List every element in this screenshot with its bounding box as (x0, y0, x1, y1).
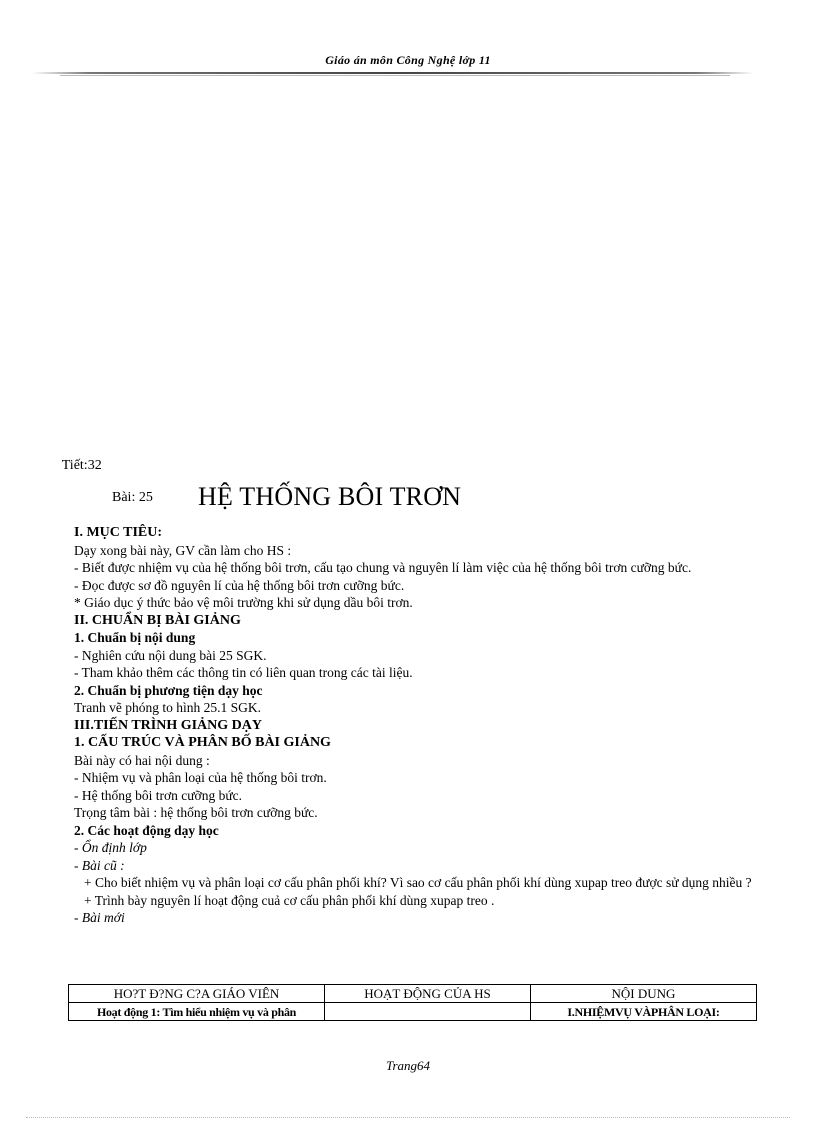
footer-divider (26, 1117, 790, 1118)
table-header-cell: NỘI DUNG (531, 985, 757, 1003)
table-cell (325, 1003, 531, 1021)
list-item: - Nhiệm vụ và phân loại của hệ thống bôi trơn. (74, 770, 327, 785)
table-header-cell: HOẠT ĐỘNG CỦA HS (325, 985, 531, 1003)
list-item: - Tham khảo thêm các thông tin có liên quan trong các tài liệu. (74, 665, 413, 680)
list-item: - Bài mới (74, 910, 125, 925)
paragraph: Bài này có hai nội dung : (74, 752, 210, 768)
section-objectives-heading: I. MỤC TIÊU: (74, 525, 163, 540)
list-item: - Bài cũ : (74, 857, 125, 873)
objective-item: * Giáo dục ý thức bảo vệ môi trường khi sử dụng dầu bôi trơn. (74, 595, 413, 610)
table-cell: Hoạt động 1: Tìm hiểu nhiệm vụ và phân (69, 1003, 325, 1021)
table-row (69, 1003, 757, 1021)
section-preparation-heading: II. CHUẨN BỊ BÀI GIẢNG (74, 612, 241, 628)
lesson-period: Tiết:32 (61, 458, 102, 473)
lesson-meta (48, 442, 153, 506)
review-question: + Trình bày nguyên lí hoạt động cuả cơ cấu phân phối khí dùng xupap treo . (84, 892, 495, 908)
subsection-heading: 2. Chuẩn bị phương tiện dạy học (74, 682, 263, 698)
list-item: - Nghiên cứu nội dung bài 25 SGK. (74, 647, 267, 663)
subsection-heading: 1. CẤU TRÚC VÀ PHÂN BỐ BÀI GIẢNG (74, 735, 331, 750)
lesson-title-line (48, 458, 788, 512)
list-item: - Ổn định lớp (74, 840, 147, 855)
table-header-cell: HO?T Đ?NG C?A GIÁO VIÊN (69, 985, 325, 1003)
lesson-title: HỆ THỐNG BÔI TRƠN (198, 482, 462, 511)
subsection-heading: 1. Chuẩn bị nội dung (74, 630, 196, 645)
objectives-intro: Dạy xong bài này, GV cần làm cho HS : (74, 542, 292, 558)
page-header-title: Giáo án môn Công Nghệ lớp 11 (325, 53, 491, 67)
header-divider-shadow (60, 75, 730, 76)
objective-item: - Biết được nhiệm vụ của hệ thống bôi trơn, cấu tạo chung và nguyên lí làm việc của hệ thống bôi trơn cưỡng bức. (74, 560, 692, 575)
subsection-heading: 2. Các hoạt động dạy học (74, 822, 219, 838)
review-question: + Cho biết nhiệm vụ và phân loại cơ cấu phân phối khí? Vì sao cơ cấu phân phối khí dùng xupap treo được sử dụng nhiều ? (84, 875, 752, 890)
table-cell: I.NHIỆMVỤ VÀPHÂN LOẠI: (531, 1003, 757, 1021)
section-procedure-heading: III.TIẾN TRÌNH GIẢNG DẠY (74, 717, 263, 733)
header-divider (32, 72, 754, 74)
lesson-content (74, 524, 777, 927)
paragraph: Trọng tâm bài : hệ thống bôi trơn cưỡng bức. (74, 805, 318, 820)
table-header-row (69, 985, 757, 1003)
list-item: Tranh vẽ phóng to hình 25.1 SGK. (74, 700, 262, 715)
page-number: Trang64 (385, 1058, 431, 1073)
activities-table (68, 984, 757, 1021)
list-item: - Hệ thống bôi trơn cưỡng bức. (74, 787, 243, 803)
lesson-number: Bài: 25 (112, 490, 153, 505)
objective-item: - Đọc được sơ đồ nguyên lí của hệ thống bôi trơn cưỡng bức. (74, 577, 405, 593)
